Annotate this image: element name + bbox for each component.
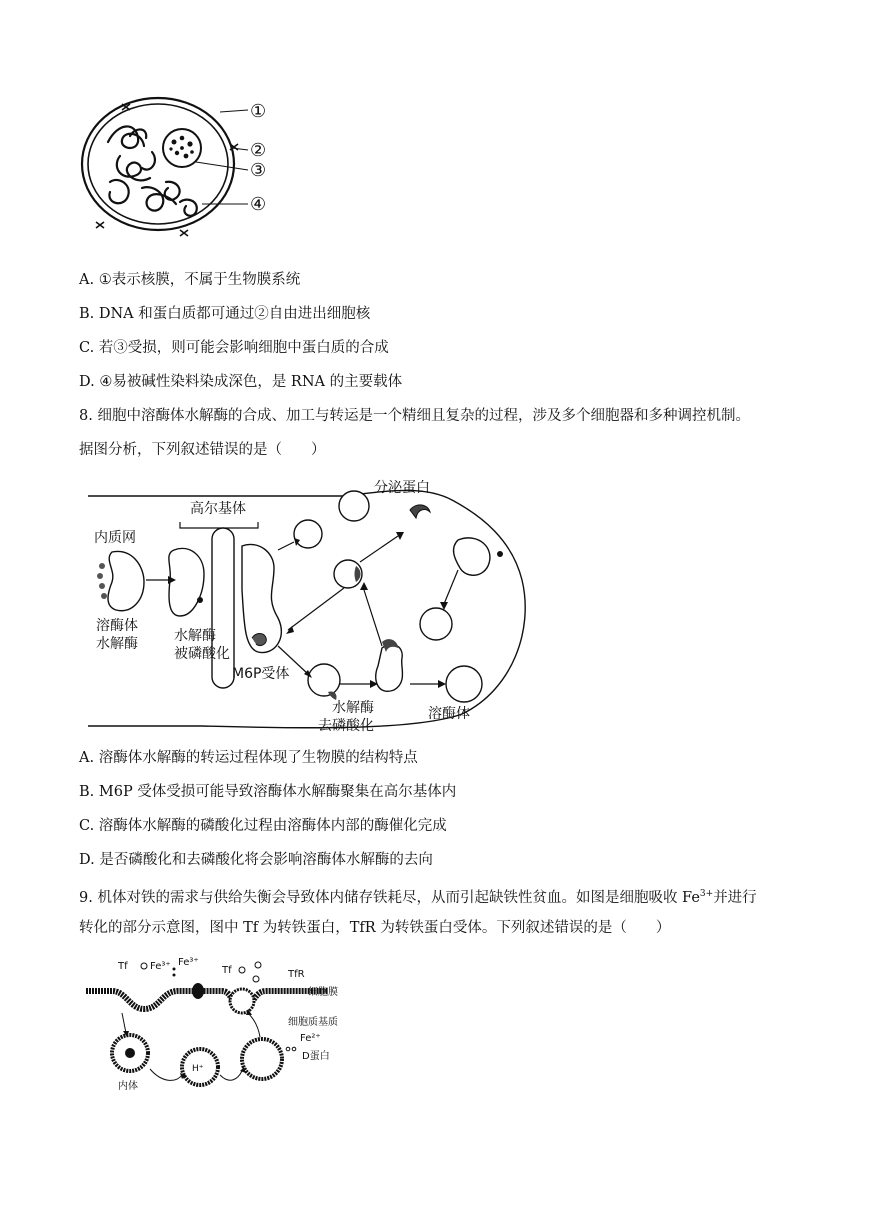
- golgi-cis: [169, 548, 204, 616]
- vesicle-4: [420, 608, 452, 640]
- er-enzyme-label-2: 水解酶: [96, 636, 138, 652]
- q9-stem-line1-post: 并进行: [713, 889, 757, 906]
- fe3-label-2: Fe³⁺: [178, 957, 199, 968]
- q9-stem-line1: [79, 884, 757, 908]
- vesicle-6: [308, 664, 340, 696]
- q9-stem-line1-pre: 9. 机体对铁的需求与供给失衡会导致体内储存铁耗尽，从而引起缺铁性贫血。如图是细胞吸收 Fe: [79, 889, 700, 906]
- m6p-label: M6P受体: [232, 666, 290, 682]
- er: [108, 551, 144, 610]
- vesicle-5: [376, 644, 403, 691]
- dprotein-label: D蛋白: [302, 1051, 330, 1062]
- phos-label-2: 被磷酸化: [174, 646, 230, 662]
- tfr-label: TfR: [288, 969, 305, 980]
- q9-stem-line2: 转化的部分示意图，图中 Tf 为转铁蛋白，TfR 为转铁蛋白受体。下列叙述错误的是（ ）: [79, 920, 671, 936]
- q7-option-a: A. ①表示核膜，不属于生物膜系统: [79, 272, 301, 288]
- nucleus-figure: [70, 92, 280, 252]
- q8-stem-line2: 据图分析，下列叙述错误的是（ ）: [79, 442, 326, 458]
- endosome-label: 内体: [118, 1081, 138, 1092]
- q8-option-c: C. 溶酶体水解酶的磷酸化过程由溶酶体内部的酶催化完成: [79, 818, 447, 834]
- endosome-4: [230, 989, 254, 1013]
- q7-option-b: B. DNA 和蛋白质都可通过②自由进出细胞核: [79, 306, 371, 322]
- q7-option-d: D. ④易被碱性染料染成深色，是 RNA 的主要载体: [79, 374, 403, 390]
- q8-option-d: D. 是否磷酸化和去磷酸化将会影响溶酶体水解酶的去向: [79, 852, 433, 868]
- membrane-protein: [192, 983, 204, 999]
- golgi-medial: [212, 528, 234, 688]
- lysosome-pathway-figure: [82, 470, 542, 740]
- iron-uptake-figure: [82, 955, 372, 1100]
- endosome-3: [242, 1039, 282, 1079]
- q8-option-a: A. 溶酶体水解酶的转运过程体现了生物膜的结构特点: [79, 750, 418, 766]
- dephos-label-2: 去磷酸化: [318, 718, 374, 734]
- cell-membrane-bilayer: [86, 991, 328, 1009]
- fe2-label: Fe²⁺: [300, 1033, 321, 1044]
- lysosome-label: 溶酶体: [428, 706, 470, 722]
- vesicle-2: [339, 491, 369, 521]
- q8-option-b: B. M6P 受体受损可能导致溶酶体水解酶聚集在高尔基体内: [79, 784, 457, 800]
- vesicle-1: [294, 520, 322, 548]
- er-label: 内质网: [94, 530, 136, 546]
- budding-vesicle: [454, 538, 490, 575]
- label-4: ④: [250, 194, 267, 215]
- membrane-label: 细胞膜: [308, 987, 338, 998]
- tf-label-2: Tf: [222, 965, 232, 976]
- label-2: ②: [250, 140, 267, 161]
- hplus-label: H⁺: [192, 1064, 204, 1074]
- lysosome-vesicle: [446, 666, 482, 702]
- label-3: ③: [250, 160, 267, 181]
- phos-label-1: 水解酶: [174, 628, 216, 644]
- tf-label-1: Tf: [118, 961, 128, 972]
- golgi-label: 高尔基体: [190, 501, 246, 517]
- q8-stem-line1: 8. 细胞中溶酶体水解酶的合成、加工与转运是一个精细且复杂的过程，涉及多个细胞器和多种调控机制。: [79, 408, 750, 424]
- er-enzyme-label-1: 溶酶体: [96, 618, 138, 634]
- dephos-label-1: 水解酶: [332, 700, 374, 716]
- fe3-label-1: Fe³⁺: [150, 961, 171, 972]
- q9-stem-line1-sup: 3+: [699, 889, 714, 899]
- cytosol-label: 细胞质基质: [288, 1017, 338, 1028]
- label-1: ①: [250, 101, 267, 122]
- secreted-label: 分泌蛋白: [374, 480, 430, 496]
- q7-option-c: C. 若③受损，则可能会影响细胞中蛋白质的合成: [79, 340, 389, 356]
